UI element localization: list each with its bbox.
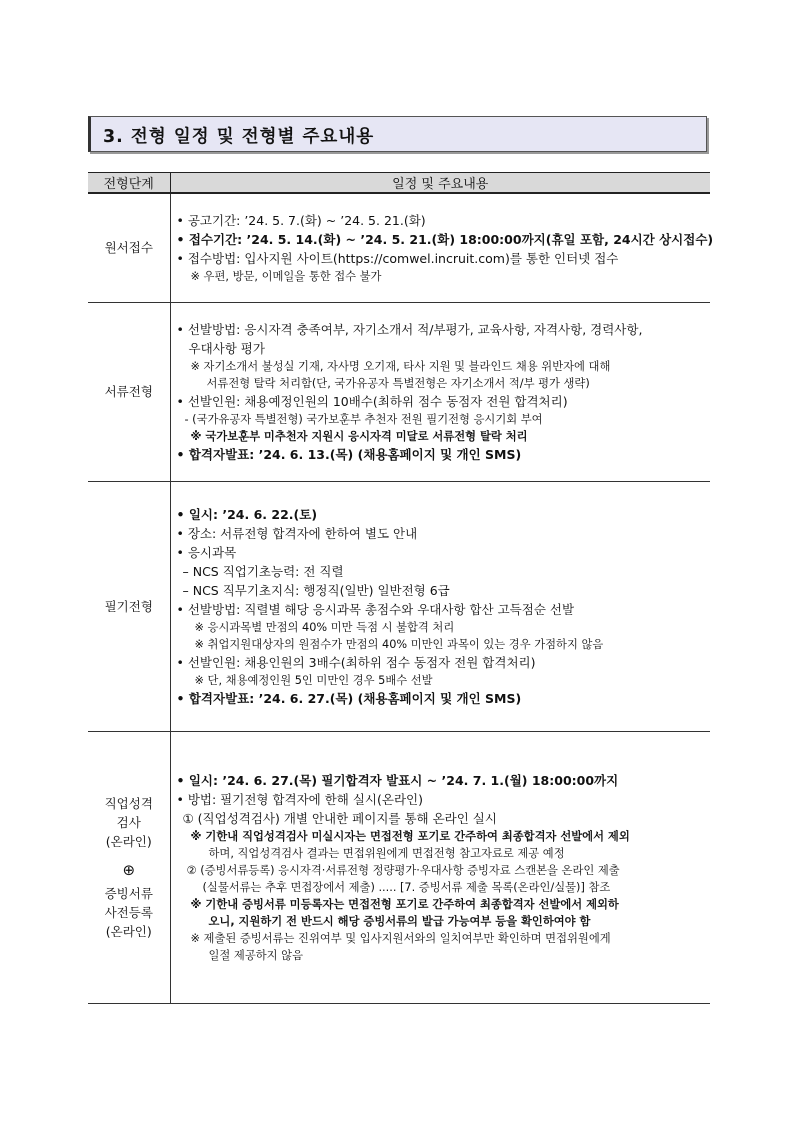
content-line: - (국가유공자 특별전형) 국가보훈부 추천자 전원 필기전형 응시기회 부여 — [184, 412, 543, 426]
section-title: 3. 전형 일정 및 전형별 주요내용 — [103, 127, 375, 147]
table-row — [88, 481, 710, 731]
content-line: ② (증빙서류등록) 응시자격·서류전형 정량평가·우대사항 증빙자료 스캔본을 온라인 제출 — [186, 863, 620, 877]
content-line: • 선발인원: 채용인원의 3배수(최하위 점수 동점자 전원 합격처리) — [176, 654, 536, 670]
content-line: • 방법: 필기전형 합격자에 한해 실시(온라인) — [176, 791, 423, 807]
stage-label-line: 서류전형 — [104, 384, 153, 399]
content-line: 우대사항 평가 — [188, 340, 265, 356]
content-line: ※ 단, 채용예정인원 5인 미만인 경우 5배수 선발 — [194, 673, 433, 687]
content-cell — [170, 193, 714, 302]
content-line: • 합격자발표: ’24. 6. 27.(목) (채용홈페이지 및 개인 SMS) — [176, 690, 522, 706]
stage-label-line: 증빙서류 — [104, 885, 153, 901]
stage-cell — [88, 481, 170, 731]
content-line: ※ 기한내 증빙서류 미등록자는 면접전형 포기로 간주하여 최종합격자 선발에서 제외하 — [190, 897, 619, 911]
content-line: • 일시: ’24. 6. 27.(목) 필기합격자 발표시 ~ ’24. 7. 1.(월) 18:00:00까지 — [176, 772, 619, 788]
content-line: (실물서류는 추후 면접장에서 제출) ..... [7. 증빙서류 제출 목록(온라인/실물)] 참조 — [202, 880, 611, 894]
header-content: 일정 및 주요내용 — [170, 173, 710, 194]
stage-label-line: 직업성격 — [104, 795, 153, 811]
stage-cell — [88, 731, 170, 1003]
content-line: • 합격자발표: ’24. 6. 13.(목) (채용홈페이지 및 개인 SMS) — [176, 446, 522, 462]
content-cell — [170, 731, 710, 1003]
stage-label-line: 검사 — [116, 814, 141, 830]
content-line: • 선발인원: 채용예정인원의 10배수(최하위 점수 동점자 전원 합격처리) — [176, 393, 568, 409]
content-line: ※ 응시과목별 만점의 40% 미만 득점 시 불합격 처리 — [194, 620, 455, 634]
stage-label-line: (온라인) — [105, 833, 152, 849]
content-line: • 선발방법: 직렬별 해당 응시과목 총점수와 우대사항 합산 고득점순 선발 — [176, 601, 575, 617]
content-line: 일절 제공하지 않음 — [208, 948, 303, 962]
content-line: • 공고기간: ’24. 5. 7.(화) ~ ’24. 5. 21.(화) — [176, 212, 426, 228]
content-line: ※ 기한내 직업성격검사 미실시자는 면접전형 포기로 간주하여 최종합격자 선발에서 제외 — [190, 829, 630, 843]
content-line: • 장소: 서류전형 합격자에 한하여 별도 안내 — [176, 525, 418, 541]
stage-label-line: 필기전형 — [104, 598, 153, 614]
schedule-table — [88, 172, 714, 1004]
content-line: • 응시과목 — [176, 544, 237, 560]
table-row — [88, 193, 710, 302]
plus-circle-icon: ⊕ — [122, 860, 136, 879]
content-line: 하며, 직업성격검사 결과는 면접위원에게 면접전형 참고자료로 제공 예정 — [208, 846, 565, 860]
content-line: ※ 국가보훈부 미추천자 지원시 응시자격 미달로 서류전형 탈락 처리 — [190, 429, 528, 443]
stage-label-line: 사전등록 — [104, 904, 153, 920]
table-header-row — [88, 173, 710, 194]
content-line: • 선발방법: 응시자격 충족여부, 자기소개서 적/부평가, 교육사항, 자격사항, 경력사항, — [176, 321, 643, 337]
content-line: 오니, 지원하기 전 반드시 해당 증빙서류의 발급 가능여부 등을 확인하여야 함 — [208, 914, 591, 928]
content-cell — [170, 302, 710, 481]
content-line: ※ 우편, 방문, 이메일을 통한 접수 불가 — [190, 269, 382, 283]
stage-label-line: (온라인) — [105, 923, 152, 939]
content-line: • 일시: ’24. 6. 22.(토) — [176, 506, 318, 522]
stage-label-line: 원서접수 — [104, 240, 153, 256]
table-row — [88, 731, 710, 1003]
content-line: ① (직업성격검사) 개별 안내한 페이지를 통해 온라인 실시 — [182, 810, 497, 826]
table-row — [88, 302, 710, 481]
content-line: ※ 자기소개서 불성실 기재, 자사명 오기재, 타사 지원 및 블라인드 채용 위반자에 대해 — [190, 359, 611, 373]
content-line: ※ 제출된 증빙서류는 진위여부 및 입사지원서와의 일치여부만 확인하며 면접위원에게 — [190, 931, 611, 945]
section-title-box — [88, 116, 707, 152]
content-line: ※ 취업지원대상자의 원점수가 만점의 40% 미만인 과목이 있는 경우 가점하지 않음 — [194, 637, 604, 651]
stage-cell — [88, 193, 170, 302]
stage-cell — [88, 302, 170, 481]
content-cell — [170, 481, 710, 731]
content-line: • 접수기간: ’24. 5. 14.(화) ~ ’24. 5. 21.(화) 18:00:00까지(휴일 포함, 24시간 상시접수) — [176, 231, 714, 247]
content-line: – NCS 직업기초능력: 전 직렬 — [182, 563, 344, 579]
content-line: 서류전형 탈락 처리함(단, 국가유공자 특별전형은 자기소개서 적/부 평가 생략) — [206, 376, 590, 390]
content-line: – NCS 직무기초지식: 행정직(일반) 일반전형 6급 — [182, 582, 450, 598]
header-stage: 전형단계 — [88, 173, 170, 194]
content-line: • 접수방법: 입사지원 사이트(https://comwel.incruit.com)를 통한 인터넷 접수 — [176, 250, 619, 266]
